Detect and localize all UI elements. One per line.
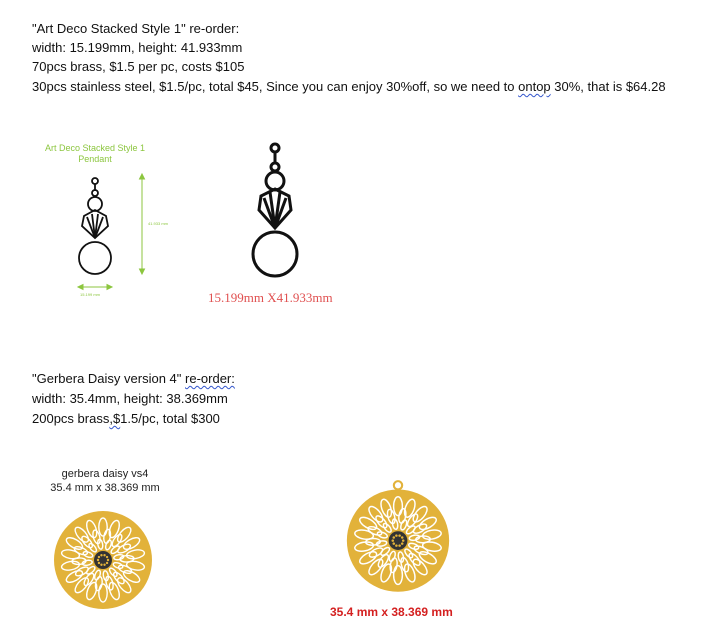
center-dot bbox=[393, 536, 396, 539]
gerbera-brass-c: 1.5/pc, total $300 bbox=[120, 411, 220, 426]
center-dot bbox=[398, 544, 401, 547]
center-dot bbox=[401, 542, 404, 545]
tech-drawing-name: Art Deco Stacked Style 1 bbox=[44, 143, 146, 153]
center-dot bbox=[100, 564, 102, 566]
art-deco-tech-drawing bbox=[70, 172, 155, 302]
tech-drawing-title bbox=[30, 143, 160, 165]
gerbera-brass-line bbox=[32, 410, 220, 427]
art-deco-brass-line: 70pcs brass, $1.5 per pc, costs $105 bbox=[32, 59, 245, 74]
art-deco-size-line: width: 15.199mm, height: 41.933mm bbox=[32, 40, 243, 55]
center-dot bbox=[103, 554, 105, 556]
gerbera-label bbox=[25, 467, 185, 495]
gerbera-daisy-right bbox=[338, 478, 458, 598]
steel-text-ontop: ontop bbox=[518, 79, 551, 94]
center-dot bbox=[100, 554, 102, 556]
steel-text-c: 30%, that is $64.28 bbox=[550, 79, 666, 94]
gerbera-label-title: gerbera daisy vs4 bbox=[61, 468, 149, 480]
art-deco-pendant-large bbox=[245, 140, 305, 285]
art-deco-steel-line bbox=[32, 78, 666, 95]
steel-text-a: 30pcs stainless steel, $1.5/pc, total $45, Since you can enjoy 30%off, so we need to bbox=[32, 79, 519, 94]
tech-drawing-type: Pendant bbox=[78, 154, 112, 164]
center-dot bbox=[395, 544, 398, 547]
width-dimension-arrow bbox=[78, 285, 112, 290]
center-dot bbox=[393, 542, 396, 545]
daisy-petals bbox=[54, 511, 152, 609]
pendant-small-outline bbox=[79, 178, 111, 274]
art-deco-caption: 15.199mm X41.933mm bbox=[208, 290, 333, 305]
gerbera-title-line bbox=[32, 370, 235, 387]
gerbera-caption: 35.4 mm x 38.369 mm bbox=[330, 605, 453, 619]
art-deco-title-text: "Art Deco Stacked Style 1" re-order: bbox=[32, 21, 240, 36]
gerbera-daisy-left bbox=[48, 505, 158, 615]
center-dot bbox=[106, 556, 108, 558]
gerbera-brass-b: ,$ bbox=[109, 411, 121, 426]
art-deco-title-line bbox=[32, 20, 239, 37]
gerbera-brass-a: 200pcs brass bbox=[32, 411, 110, 426]
height-dimension-arrow bbox=[140, 174, 145, 274]
daisy-loop bbox=[394, 481, 402, 489]
center-dot bbox=[98, 562, 100, 564]
center-dot bbox=[392, 539, 395, 542]
center-dot bbox=[395, 534, 398, 537]
center-dot bbox=[107, 559, 109, 561]
height-dimension-label: 41.933 mm bbox=[148, 221, 169, 226]
center-dot bbox=[106, 562, 108, 564]
center-dot bbox=[103, 564, 105, 566]
gerbera-size-line: width: 35.4mm, height: 38.369mm bbox=[32, 391, 228, 406]
center-dot bbox=[97, 559, 99, 561]
pendant-large-outline bbox=[253, 144, 297, 276]
daisy-center bbox=[389, 531, 408, 550]
center-dot bbox=[398, 534, 401, 537]
gerbera-label-dims: 35.4 mm x 38.369 mm bbox=[50, 482, 160, 494]
daisy-petals bbox=[347, 481, 449, 592]
center-dot bbox=[98, 556, 100, 558]
gerbera-reorder-text: re-order: bbox=[185, 371, 235, 386]
daisy-center bbox=[94, 551, 112, 569]
width-dimension-label: 15.199 mm bbox=[80, 292, 101, 297]
center-dot bbox=[401, 536, 404, 539]
center-dot bbox=[402, 539, 405, 542]
gerbera-title-text: "Gerbera Daisy version 4" bbox=[32, 371, 186, 386]
